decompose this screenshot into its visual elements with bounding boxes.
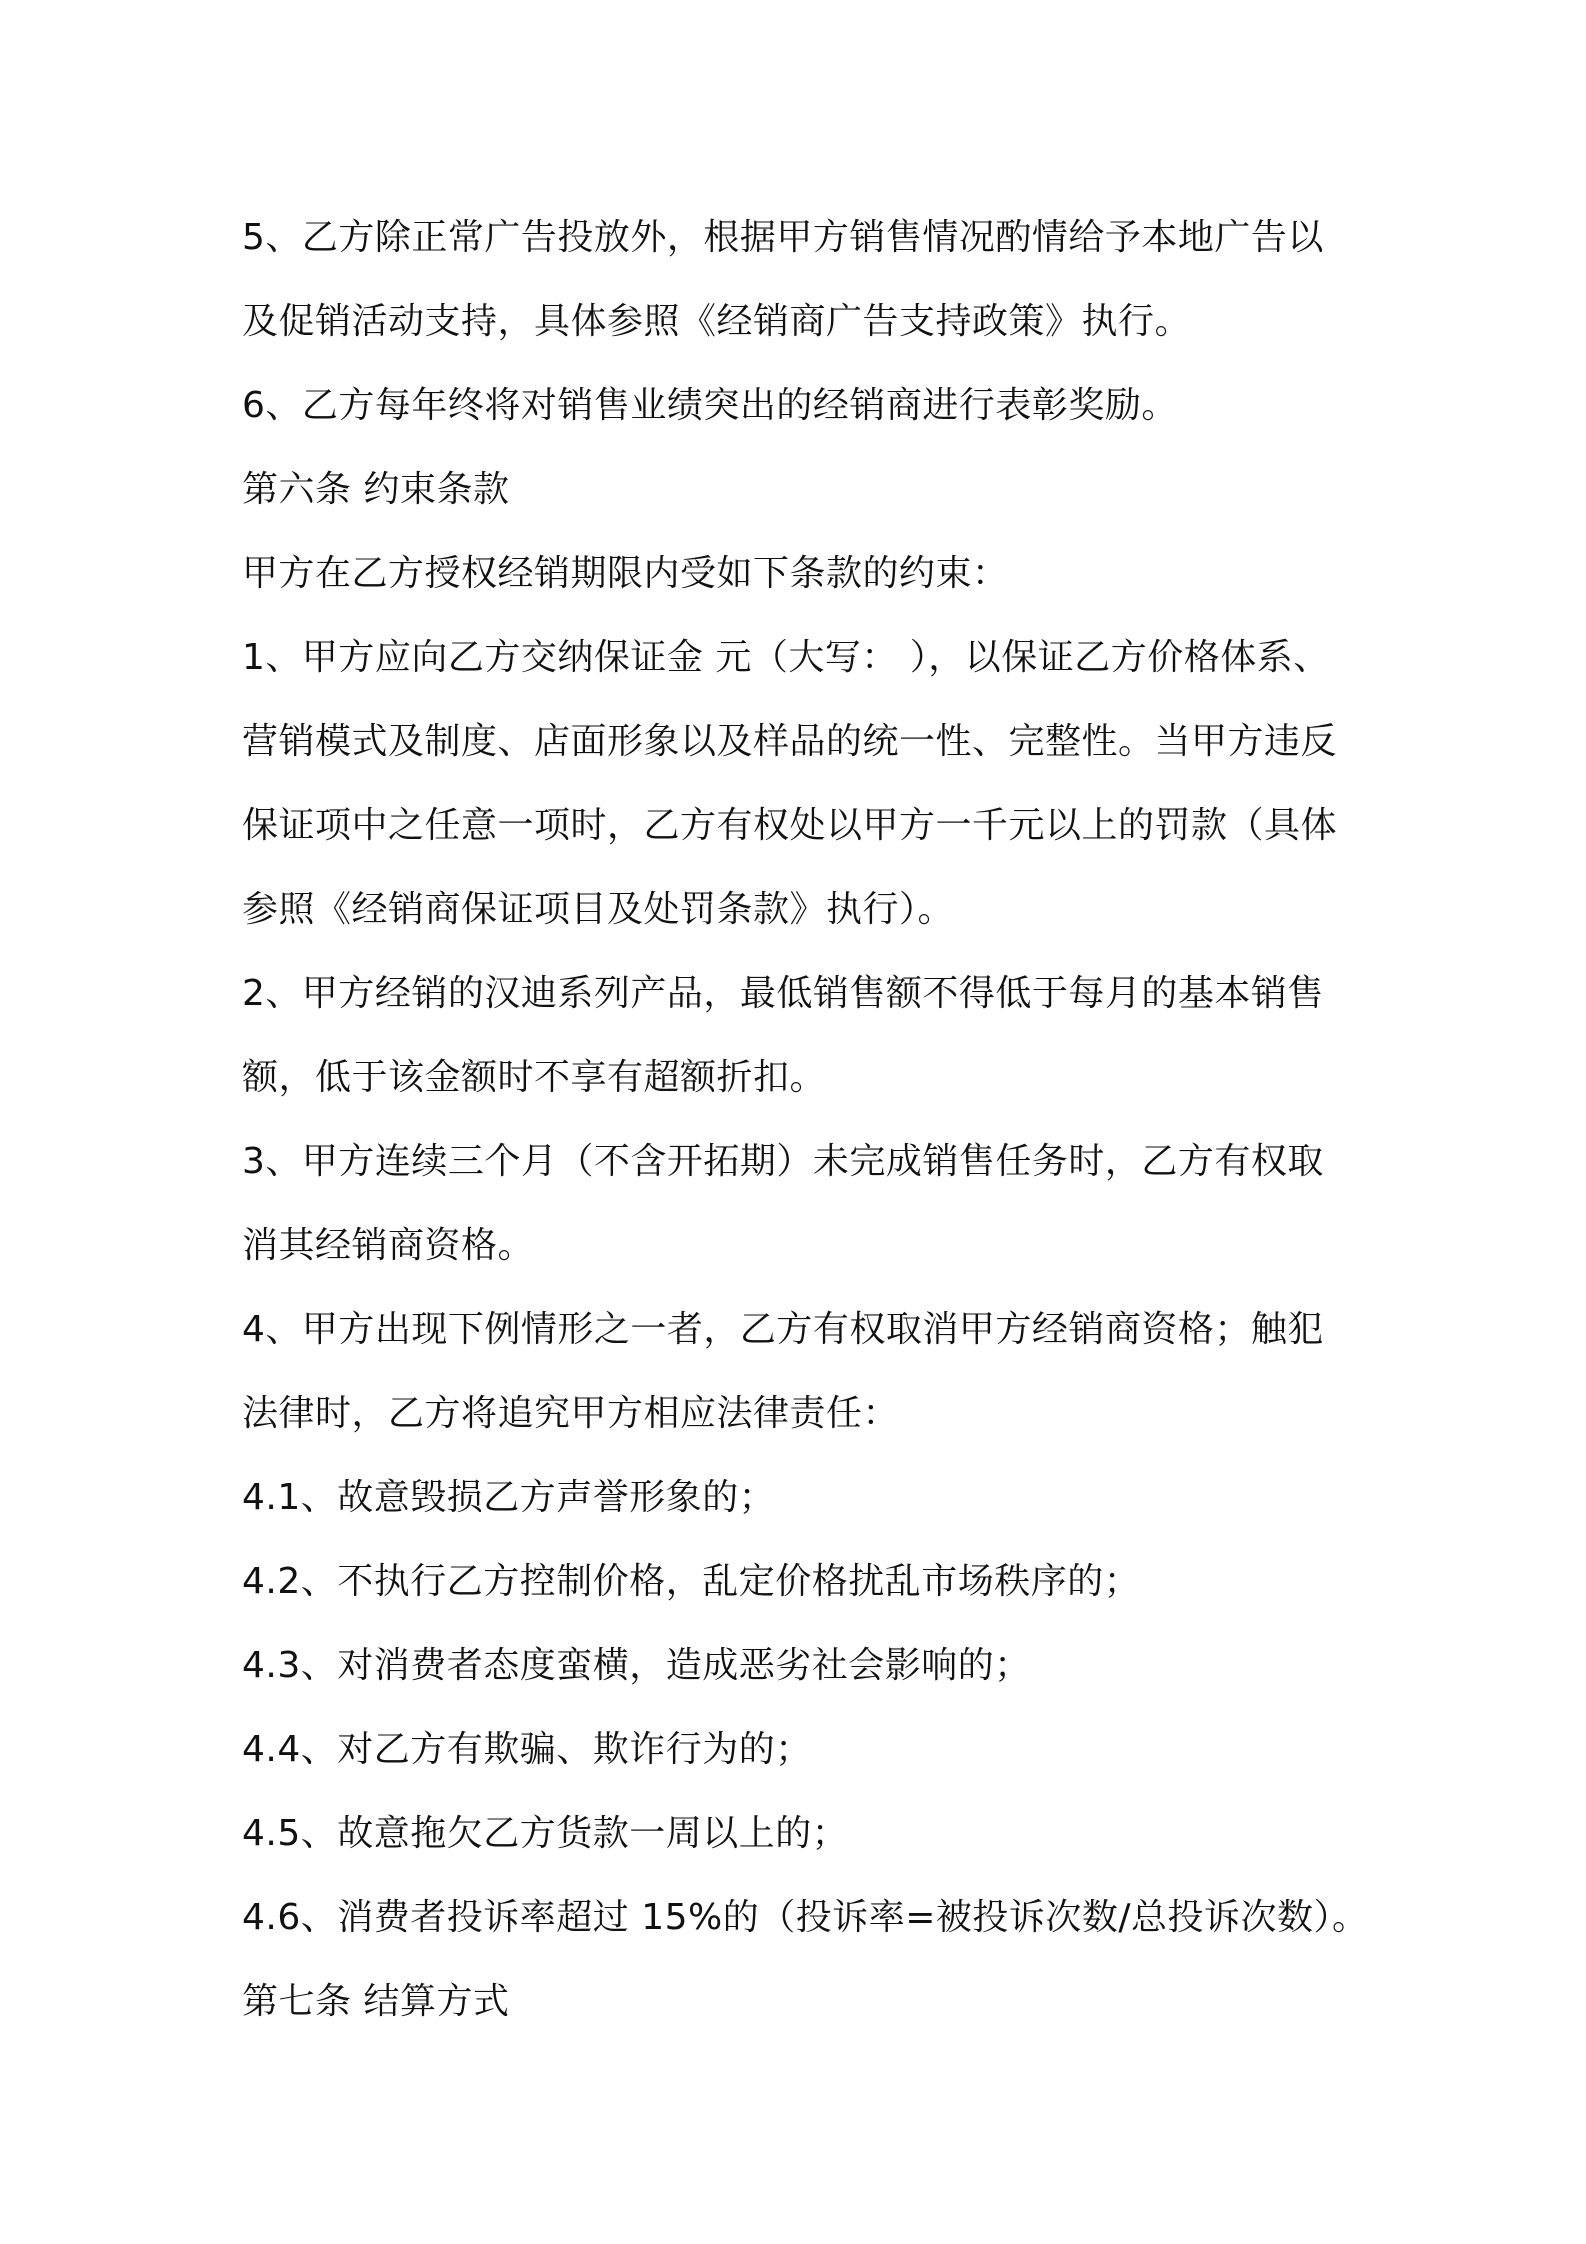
clause-5-line-1: 5、乙方除正常广告投放外，根据甲方销售情况酌情给予本地广告以 <box>242 217 1324 258</box>
article-7-heading: 第七条 结算方式 <box>242 1981 510 2022</box>
constraint-1-line-3: 保证项中之任意一项时，乙方有权处以甲方一千元以上的罚款（具体 <box>242 805 1338 846</box>
constraint-3-line-1: 3、甲方连续三个月（不含开拓期）未完成销售任务时，乙方有权取 <box>242 1141 1324 1182</box>
article-6-heading: 第六条 约束条款 <box>242 469 510 510</box>
constraint-4-line-1: 4、甲方出现下例情形之一者，乙方有权取消甲方经销商资格；触犯 <box>242 1309 1324 1350</box>
article-6-intro: 甲方在乙方授权经销期限内受如下条款的约束： <box>242 553 1009 594</box>
constraint-1-line-1: 1、甲方应向乙方交纳保证金 元（大写： ），以保证乙方价格体系、 <box>242 637 1330 678</box>
constraint-1-line-2: 营销模式及制度、店面形象以及样品的统一性、完整性。当甲方违反 <box>242 721 1338 762</box>
constraint-4-6: 4.6、消费者投诉率超过 15%的（投诉率=被投诉次数/总投诉次数）。 <box>242 1897 1369 1938</box>
constraint-2-line-2: 额，低于该金额时不享有超额折扣。 <box>242 1057 827 1098</box>
document-body <box>242 196 1369 2044</box>
constraint-3-line-2: 消其经销商资格。 <box>242 1225 535 1266</box>
constraint-4-3: 4.3、对消费者态度蛮横，造成恶劣社会影响的； <box>242 1645 1031 1686</box>
constraint-4-1: 4.1、故意毁损乙方声誉形象的； <box>242 1477 776 1518</box>
clause-5-line-2: 及促销活动支持，具体参照《经销商广告支持政策》执行。 <box>242 301 1192 342</box>
clause-6: 6、乙方每年终将对销售业绩突出的经销商进行表彰奖励。 <box>242 385 1178 426</box>
constraint-1-line-4: 参照《经销商保证项目及处罚条款》执行）。 <box>242 889 955 930</box>
constraint-4-line-2: 法律时，乙方将追究甲方相应法律责任： <box>242 1393 900 1434</box>
constraint-2-line-1: 2、甲方经销的汉迪系列产品，最低销售额不得低于每月的基本销售 <box>242 973 1324 1014</box>
constraint-4-4: 4.4、对乙方有欺骗、欺诈行为的； <box>242 1729 812 1770</box>
constraint-4-5: 4.5、故意拖欠乙方货款一周以上的； <box>242 1813 849 1854</box>
constraint-4-2: 4.2、不执行乙方控制价格，乱定价格扰乱市场秩序的； <box>242 1561 1141 1602</box>
